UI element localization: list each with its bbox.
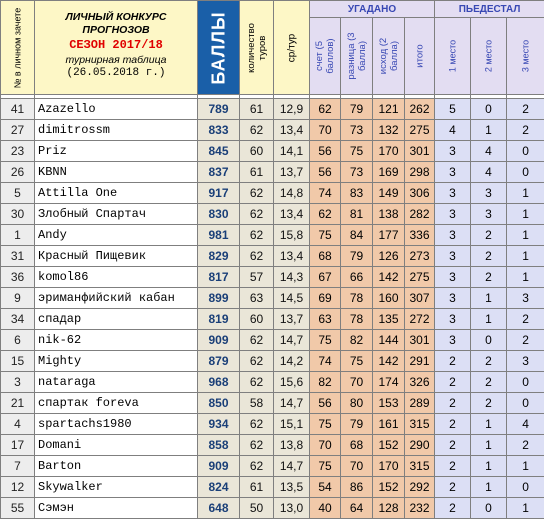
outcome-value: 169 (373, 162, 405, 183)
participant-id: 5 (1, 183, 35, 204)
participant-name: Barton (35, 456, 198, 477)
guessed-total-value: 306 (405, 183, 435, 204)
tours-value: 60 (240, 141, 274, 162)
participant-id: 12 (1, 477, 35, 498)
goal-diff-value: 81 (341, 204, 373, 225)
third-place-count: 1 (507, 204, 544, 225)
participant-name: спартак foreva (35, 393, 198, 414)
points-value: 829 (198, 246, 240, 267)
exact-score-value: 74 (310, 183, 341, 204)
points-value: 850 (198, 393, 240, 414)
exact-score-value: 62 (310, 99, 341, 120)
col-header-score (310, 18, 341, 95)
guessed-total-value: 290 (405, 435, 435, 456)
first-place-count: 2 (435, 372, 471, 393)
exact-score-value: 67 (310, 267, 341, 288)
third-place-count: 1 (507, 183, 544, 204)
participant-name: Mighty (35, 351, 198, 372)
outcome-value: 170 (373, 456, 405, 477)
goal-diff-value: 79 (341, 99, 373, 120)
avg-per-tour-value: 14,7 (274, 330, 310, 351)
col-header-first-label: 1 место (447, 40, 458, 72)
goal-diff-value: 79 (341, 246, 373, 267)
outcome-value: 138 (373, 204, 405, 225)
exact-score-value: 68 (310, 246, 341, 267)
goal-diff-value: 80 (341, 393, 373, 414)
tours-value: 61 (240, 477, 274, 498)
outcome-value: 121 (373, 99, 405, 120)
avg-per-tour-value: 13,4 (274, 204, 310, 225)
group-header-podium: ПЬЕДЕСТАЛ (435, 1, 544, 18)
exact-score-value: 54 (310, 477, 341, 498)
guessed-total-value: 275 (405, 267, 435, 288)
points-value: 837 (198, 162, 240, 183)
col-header-third-label: 3 место (520, 40, 531, 72)
exact-score-value: 56 (310, 393, 341, 414)
first-place-count: 2 (435, 456, 471, 477)
avg-per-tour-value: 13,5 (274, 477, 310, 498)
col-header-score-label: счет (5 баллов) (314, 23, 336, 89)
guessed-total-value: 315 (405, 414, 435, 435)
second-place-count: 2 (471, 393, 507, 414)
avg-per-tour-value: 15,1 (274, 414, 310, 435)
outcome-value: 161 (373, 414, 405, 435)
guessed-total-value: 301 (405, 330, 435, 351)
col-header-id (1, 1, 35, 95)
first-place-count: 3 (435, 183, 471, 204)
guessed-total-value: 272 (405, 309, 435, 330)
second-place-count: 0 (471, 330, 507, 351)
participant-name: Priz (35, 141, 198, 162)
season-label: СЕЗОН 2017/18 (35, 39, 197, 52)
participant-name: Attilla One (35, 183, 198, 204)
avg-per-tour-value: 13,8 (274, 435, 310, 456)
third-place-count: 0 (507, 141, 544, 162)
second-place-count: 2 (471, 372, 507, 393)
points-value: 917 (198, 183, 240, 204)
table-row (1, 309, 544, 330)
participant-name: Azazello (35, 99, 198, 120)
avg-per-tour-value: 13,7 (274, 162, 310, 183)
avg-per-tour-value: 13,7 (274, 309, 310, 330)
points-value: 858 (198, 435, 240, 456)
guessed-total-value: 292 (405, 477, 435, 498)
tours-value: 62 (240, 225, 274, 246)
tours-value: 50 (240, 498, 274, 519)
table-row (1, 99, 544, 120)
title-line-2: ПРОГНОЗОВ (35, 24, 197, 37)
title-line-1: ЛИЧНЫЙ КОНКУРС (35, 11, 197, 24)
table-row (1, 393, 544, 414)
outcome-value: 152 (373, 435, 405, 456)
participant-name: эриманфийский кабан (35, 288, 198, 309)
first-place-count: 3 (435, 267, 471, 288)
first-place-count: 2 (435, 351, 471, 372)
outcome-value: 144 (373, 330, 405, 351)
first-place-count: 3 (435, 330, 471, 351)
goal-diff-value: 73 (341, 120, 373, 141)
col-header-second-label: 2 место (483, 40, 494, 72)
second-place-count: 2 (471, 267, 507, 288)
exact-score-value: 56 (310, 141, 341, 162)
col-header-points-label: БАЛЛЫ (213, 11, 224, 84)
outcome-value: 135 (373, 309, 405, 330)
table-row (1, 120, 544, 141)
participant-id: 55 (1, 498, 35, 519)
group-header-guessed: УГАДАНО (310, 1, 435, 18)
first-place-count: 3 (435, 141, 471, 162)
table-row (1, 414, 544, 435)
goal-diff-value: 70 (341, 456, 373, 477)
outcome-value: 132 (373, 120, 405, 141)
goal-diff-value: 78 (341, 288, 373, 309)
goal-diff-value: 78 (341, 309, 373, 330)
participant-id: 17 (1, 435, 35, 456)
second-place-count: 3 (471, 204, 507, 225)
tours-value: 61 (240, 99, 274, 120)
table-row (1, 288, 544, 309)
outcome-value: 128 (373, 498, 405, 519)
table-row (1, 456, 544, 477)
col-header-points (198, 1, 240, 95)
participant-id: 26 (1, 162, 35, 183)
table-row (1, 246, 544, 267)
first-place-count: 2 (435, 393, 471, 414)
guessed-total-value: 336 (405, 225, 435, 246)
participant-id: 34 (1, 309, 35, 330)
second-place-count: 2 (471, 225, 507, 246)
participant-id: 1 (1, 225, 35, 246)
second-place-count: 1 (471, 456, 507, 477)
second-place-count: 0 (471, 498, 507, 519)
participant-id: 23 (1, 141, 35, 162)
guessed-total-value: 291 (405, 351, 435, 372)
exact-score-value: 70 (310, 120, 341, 141)
first-place-count: 2 (435, 435, 471, 456)
standings-rows (1, 99, 544, 519)
first-place-count: 3 (435, 246, 471, 267)
guessed-total-value: 289 (405, 393, 435, 414)
second-place-count: 1 (471, 435, 507, 456)
col-header-outcome-label: исход (2 балла) (378, 23, 400, 89)
avg-per-tour-value: 13,4 (274, 120, 310, 141)
exact-score-value: 56 (310, 162, 341, 183)
table-row (1, 351, 544, 372)
guessed-total-value: 326 (405, 372, 435, 393)
points-value: 819 (198, 309, 240, 330)
avg-per-tour-value: 14,5 (274, 288, 310, 309)
exact-score-value: 75 (310, 414, 341, 435)
exact-score-value: 74 (310, 351, 341, 372)
col-header-outcome (373, 18, 405, 95)
table-row (1, 141, 544, 162)
outcome-value: 153 (373, 393, 405, 414)
participant-id: 3 (1, 372, 35, 393)
col-header-total (405, 18, 435, 95)
third-place-count: 0 (507, 162, 544, 183)
col-header-avg-label: ср/тур (286, 33, 297, 61)
table-row (1, 498, 544, 519)
third-place-count: 0 (507, 393, 544, 414)
avg-per-tour-value: 13,4 (274, 246, 310, 267)
first-place-count: 2 (435, 498, 471, 519)
outcome-value: 142 (373, 351, 405, 372)
avg-per-tour-value: 14,8 (274, 183, 310, 204)
avg-per-tour-value: 14,1 (274, 141, 310, 162)
points-value: 909 (198, 456, 240, 477)
second-place-count: 1 (471, 414, 507, 435)
outcome-value: 126 (373, 246, 405, 267)
participant-id: 36 (1, 267, 35, 288)
outcome-value: 174 (373, 372, 405, 393)
outcome-value: 170 (373, 141, 405, 162)
avg-per-tour-value: 14,7 (274, 456, 310, 477)
goal-diff-value: 84 (341, 225, 373, 246)
col-header-diff-label: разница (3 балла) (346, 23, 368, 89)
participant-id: 15 (1, 351, 35, 372)
outcome-value: 142 (373, 267, 405, 288)
participant-id: 31 (1, 246, 35, 267)
goal-diff-value: 64 (341, 498, 373, 519)
goal-diff-value: 82 (341, 330, 373, 351)
tours-value: 60 (240, 309, 274, 330)
avg-per-tour-value: 15,6 (274, 372, 310, 393)
third-place-count: 0 (507, 477, 544, 498)
goal-diff-value: 86 (341, 477, 373, 498)
participant-id: 6 (1, 330, 35, 351)
participant-name: Сэмэн (35, 498, 198, 519)
third-place-count: 1 (507, 246, 544, 267)
first-place-count: 4 (435, 120, 471, 141)
participant-name: komol86 (35, 267, 198, 288)
third-place-count: 1 (507, 225, 544, 246)
participant-name: Skywalker (35, 477, 198, 498)
third-place-count: 2 (507, 99, 544, 120)
third-place-count: 4 (507, 414, 544, 435)
col-header-id-label: № в личном зачете (12, 7, 23, 87)
third-place-count: 3 (507, 288, 544, 309)
avg-per-tour-value: 15,8 (274, 225, 310, 246)
table-row (1, 204, 544, 225)
points-value: 879 (198, 351, 240, 372)
avg-per-tour-value: 14,3 (274, 267, 310, 288)
avg-per-tour-value: 14,2 (274, 351, 310, 372)
guessed-total-value: 315 (405, 456, 435, 477)
third-place-count: 2 (507, 330, 544, 351)
first-place-count: 5 (435, 99, 471, 120)
exact-score-value: 82 (310, 372, 341, 393)
avg-per-tour-value: 12,9 (274, 99, 310, 120)
exact-score-value: 63 (310, 309, 341, 330)
table-row (1, 183, 544, 204)
points-value: 833 (198, 120, 240, 141)
third-place-count: 2 (507, 309, 544, 330)
exact-score-value: 70 (310, 435, 341, 456)
col-header-tours (240, 1, 274, 95)
tours-value: 62 (240, 183, 274, 204)
tours-value: 62 (240, 330, 274, 351)
participant-name: Andy (35, 225, 198, 246)
participant-id: 4 (1, 414, 35, 435)
table-row (1, 372, 544, 393)
guessed-total-value: 298 (405, 162, 435, 183)
second-place-count: 1 (471, 120, 507, 141)
outcome-value: 160 (373, 288, 405, 309)
outcome-value: 177 (373, 225, 405, 246)
tours-value: 62 (240, 414, 274, 435)
guessed-total-value: 307 (405, 288, 435, 309)
third-place-count: 1 (507, 267, 544, 288)
exact-score-value: 62 (310, 204, 341, 225)
exact-score-value: 69 (310, 288, 341, 309)
points-value: 789 (198, 99, 240, 120)
exact-score-value: 40 (310, 498, 341, 519)
col-header-first (435, 18, 471, 95)
col-header-avg (274, 1, 310, 95)
tours-value: 62 (240, 120, 274, 141)
third-place-count: 2 (507, 435, 544, 456)
table-row (1, 330, 544, 351)
exact-score-value: 75 (310, 225, 341, 246)
first-place-count: 3 (435, 225, 471, 246)
participant-id: 9 (1, 288, 35, 309)
second-place-count: 1 (471, 309, 507, 330)
points-value: 830 (198, 204, 240, 225)
second-place-count: 1 (471, 477, 507, 498)
table-row (1, 162, 544, 183)
first-place-count: 2 (435, 414, 471, 435)
col-header-tours-label: количество туров (246, 17, 268, 79)
points-value: 845 (198, 141, 240, 162)
date-label: (26.05.2018 г.) (35, 67, 197, 80)
points-value: 934 (198, 414, 240, 435)
third-place-count: 2 (507, 120, 544, 141)
col-header-third (507, 18, 544, 95)
points-value: 648 (198, 498, 240, 519)
guessed-total-value: 301 (405, 141, 435, 162)
goal-diff-value: 66 (341, 267, 373, 288)
guessed-total-value: 282 (405, 204, 435, 225)
tours-value: 62 (240, 246, 274, 267)
points-value: 824 (198, 477, 240, 498)
goal-diff-value: 73 (341, 162, 373, 183)
points-value: 817 (198, 267, 240, 288)
goal-diff-value: 75 (341, 141, 373, 162)
goal-diff-value: 68 (341, 435, 373, 456)
guessed-total-value: 232 (405, 498, 435, 519)
third-place-count: 1 (507, 498, 544, 519)
participant-name: спадар (35, 309, 198, 330)
participant-name: Красный Пищевик (35, 246, 198, 267)
table-row (1, 267, 544, 288)
tours-value: 61 (240, 162, 274, 183)
second-place-count: 1 (471, 288, 507, 309)
points-value: 981 (198, 225, 240, 246)
tours-value: 63 (240, 288, 274, 309)
participant-id: 30 (1, 204, 35, 225)
exact-score-value: 75 (310, 330, 341, 351)
goal-diff-value: 83 (341, 183, 373, 204)
participant-id: 21 (1, 393, 35, 414)
third-place-count: 3 (507, 351, 544, 372)
second-place-count: 0 (471, 99, 507, 120)
first-place-count: 3 (435, 309, 471, 330)
points-value: 899 (198, 288, 240, 309)
table-title-block (35, 1, 198, 95)
tours-value: 62 (240, 435, 274, 456)
tours-value: 62 (240, 351, 274, 372)
first-place-count: 3 (435, 288, 471, 309)
tours-value: 62 (240, 204, 274, 225)
participant-name: Domani (35, 435, 198, 456)
tours-value: 58 (240, 393, 274, 414)
second-place-count: 4 (471, 162, 507, 183)
participant-name: dimitrossm (35, 120, 198, 141)
tours-value: 62 (240, 372, 274, 393)
points-value: 968 (198, 372, 240, 393)
second-place-count: 3 (471, 183, 507, 204)
first-place-count: 2 (435, 477, 471, 498)
points-value: 909 (198, 330, 240, 351)
table-row (1, 225, 544, 246)
table-row (1, 435, 544, 456)
guessed-total-value: 273 (405, 246, 435, 267)
goal-diff-value: 75 (341, 351, 373, 372)
first-place-count: 3 (435, 204, 471, 225)
participant-id: 7 (1, 456, 35, 477)
tours-value: 57 (240, 267, 274, 288)
guessed-total-value: 262 (405, 99, 435, 120)
second-place-count: 2 (471, 351, 507, 372)
third-place-count: 1 (507, 456, 544, 477)
guessed-total-value: 275 (405, 120, 435, 141)
goal-diff-value: 70 (341, 372, 373, 393)
participant-name: nataraga (35, 372, 198, 393)
outcome-value: 152 (373, 477, 405, 498)
participant-name: nik-62 (35, 330, 198, 351)
exact-score-value: 75 (310, 456, 341, 477)
col-header-total-label: итого (414, 44, 425, 67)
participant-name: KBNN (35, 162, 198, 183)
second-place-count: 2 (471, 246, 507, 267)
third-place-count: 0 (507, 372, 544, 393)
first-place-count: 3 (435, 162, 471, 183)
goal-diff-value: 79 (341, 414, 373, 435)
participant-id: 41 (1, 99, 35, 120)
participant-name: Злобный Спартач (35, 204, 198, 225)
outcome-value: 149 (373, 183, 405, 204)
participant-name: spartachs1980 (35, 414, 198, 435)
second-place-count: 4 (471, 141, 507, 162)
tours-value: 62 (240, 456, 274, 477)
subtitle: турнирная таблица (35, 54, 197, 67)
col-header-second (471, 18, 507, 95)
col-header-diff (341, 18, 373, 95)
avg-per-tour-value: 14,7 (274, 393, 310, 414)
avg-per-tour-value: 13,0 (274, 498, 310, 519)
participant-id: 27 (1, 120, 35, 141)
